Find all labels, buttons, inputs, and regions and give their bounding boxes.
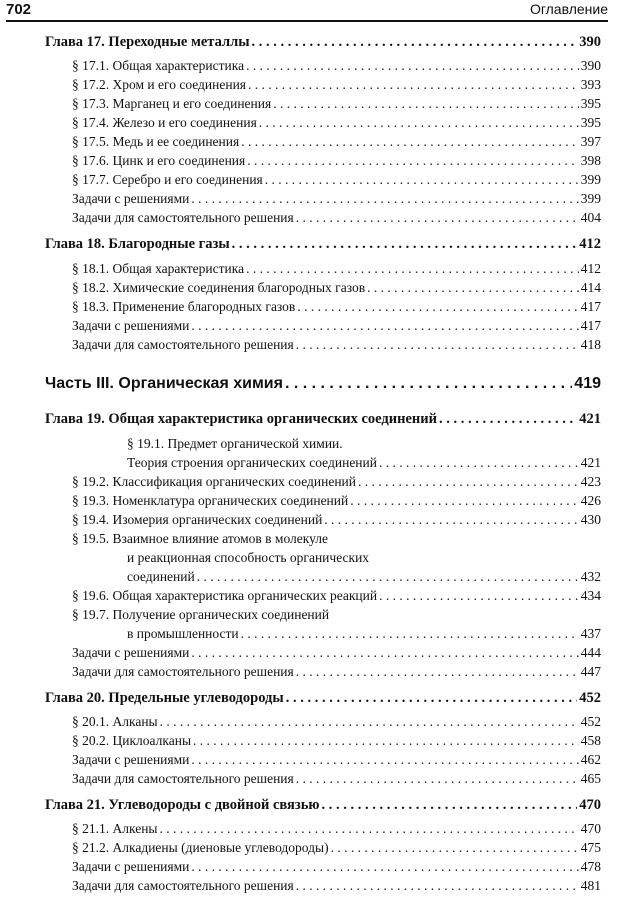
toc-part-3[interactable] — [45, 375, 601, 393]
toc-entry-20-problems-solved[interactable] — [72, 752, 601, 768]
leader-dots — [191, 645, 578, 661]
entry-title: § 17.1. Общая характеристика — [72, 58, 245, 73]
page-ref: 475 — [580, 840, 601, 855]
leader-dots — [160, 821, 579, 837]
page-ref: 478 — [580, 859, 601, 874]
page-ref: 393 — [580, 77, 601, 92]
leader-dots — [241, 626, 579, 642]
page-ref: 412 — [580, 261, 601, 276]
page-ref: 421 — [580, 455, 601, 470]
page-ref: 398 — [580, 153, 601, 168]
toc-entry-20-2[interactable] — [72, 733, 601, 749]
page-ref: 423 — [580, 474, 601, 489]
leader-dots — [358, 474, 579, 490]
page-ref: 395 — [580, 115, 601, 130]
entry-title: § 19.6. Общая характеристика органических реакций — [72, 588, 378, 603]
page-ref: 390 — [579, 34, 601, 50]
running-head-title: Оглавление — [529, 1, 608, 17]
entry-title: Задачи с решениями — [72, 752, 190, 767]
toc-entry-17-problems-self[interactable] — [72, 210, 601, 226]
leader-dots — [379, 455, 579, 471]
leader-dots — [439, 411, 577, 428]
toc-entry-19-1[interactable] — [127, 455, 601, 471]
leader-dots — [247, 153, 579, 169]
page-ref: 421 — [579, 411, 601, 427]
page-ref: 419 — [574, 375, 601, 392]
page-ref: 417 — [580, 299, 601, 314]
part-title: Часть III. Органическая химия — [45, 375, 283, 392]
leader-dots — [191, 191, 578, 207]
page-ref: 481 — [580, 878, 601, 893]
leader-dots — [232, 236, 578, 253]
page-ref: 399 — [580, 172, 601, 187]
leader-dots — [379, 588, 579, 604]
entry-title: § 19.2. Классификация органических соединений — [72, 474, 356, 489]
page-ref: 412 — [579, 236, 601, 252]
toc-chapter-19[interactable] — [45, 411, 601, 428]
entry-title: Задачи для самостоятельного решения — [72, 878, 294, 893]
page-ref: 395 — [580, 96, 601, 111]
page-ref: 432 — [580, 569, 601, 584]
leader-dots — [248, 77, 579, 93]
entry-title: § 17.4. Железо и его соединения — [72, 115, 257, 130]
toc-entry-19-4[interactable] — [72, 512, 601, 528]
toc-entry-19-problems-self[interactable] — [72, 664, 601, 680]
leader-dots — [191, 752, 578, 768]
page-number: 702 — [6, 1, 32, 18]
page-ref: 458 — [580, 733, 601, 748]
page-ref: 430 — [580, 512, 601, 527]
leader-dots — [285, 375, 572, 393]
chapter-title: Глава 21. Углеводороды с двойной связью — [45, 797, 320, 813]
toc-entry-17-6[interactable] — [72, 153, 601, 169]
toc-entry-17-problems-solved[interactable] — [72, 191, 601, 207]
entry-title: Задачи с решениями — [72, 318, 190, 333]
entry-title: § 20.1. Алканы — [72, 714, 158, 729]
leader-dots — [259, 115, 579, 131]
entry-title-continued: соединений — [127, 569, 195, 584]
page-ref: 470 — [579, 797, 601, 813]
toc-entry-19-5-line1[interactable]: § 19.5. Взаимное влияние атомов в молекуле — [72, 531, 329, 546]
entry-title: § 21.1. Алкены — [72, 821, 158, 836]
page-ref: 465 — [580, 771, 601, 786]
page-ref: 452 — [579, 690, 601, 706]
leader-dots — [191, 859, 578, 875]
entry-title: Задачи для самостоятельного решения — [72, 664, 294, 679]
toc-entry-21-1[interactable] — [72, 821, 601, 837]
page-ref: 470 — [580, 821, 601, 836]
toc-entry-17-5[interactable] — [72, 134, 601, 150]
entry-title: § 17.7. Серебро и его соединения — [72, 172, 263, 187]
page-ref: 444 — [580, 645, 601, 660]
entry-title: § 19.4. Изомерия органических соединений — [72, 512, 323, 527]
toc-entry-18-problems-solved[interactable] — [72, 318, 601, 334]
entry-title: Задачи для самостоятельного решения — [72, 337, 294, 352]
page-ref: 452 — [580, 714, 601, 729]
leader-dots — [331, 840, 579, 856]
page-ref: 434 — [580, 588, 601, 603]
toc-entry-20-1[interactable] — [72, 714, 601, 730]
toc-chapter-21[interactable] — [45, 797, 601, 814]
toc-chapter-17[interactable] — [45, 34, 601, 51]
entry-title: § 21.2. Алкадиены (диеновые углеводороды) — [72, 840, 329, 855]
toc-entry-18-1[interactable] — [72, 261, 601, 277]
leader-dots — [321, 797, 577, 814]
page-ref: 417 — [580, 318, 601, 333]
entry-title: § 17.3. Марганец и его соединения — [72, 96, 272, 111]
toc-entry-17-3[interactable] — [72, 96, 601, 112]
chapter-title: Глава 17. Переходные металлы — [45, 34, 250, 50]
toc-entry-19-7[interactable] — [127, 626, 601, 642]
leader-dots — [273, 96, 579, 112]
page-ref: 399 — [580, 191, 601, 206]
page-ref: 447 — [580, 664, 601, 679]
chapter-title: Глава 20. Предельные углеводороды — [45, 690, 284, 706]
toc-chapter-20[interactable] — [45, 690, 601, 707]
entry-title: Задачи для самостоятельного решения — [72, 771, 294, 786]
leader-dots — [246, 58, 579, 74]
toc-entry-19-5-line2: и реакционная способность органических — [127, 550, 370, 565]
toc-entry-20-problems-self[interactable] — [72, 771, 601, 787]
leader-dots — [296, 664, 579, 680]
toc-entry-19-problems-solved[interactable] — [72, 645, 601, 661]
toc-entry-18-problems-self[interactable] — [72, 337, 601, 353]
leader-dots — [252, 34, 578, 51]
leader-dots — [296, 771, 579, 787]
leader-dots — [197, 569, 579, 585]
leader-dots — [296, 210, 579, 226]
page-ref: 390 — [580, 58, 601, 73]
leader-dots — [160, 714, 579, 730]
entry-title: § 20.2. Циклоалканы — [72, 733, 192, 748]
entry-title: § 17.2. Хром и его соединения — [72, 77, 247, 92]
entry-title: § 18.2. Химические соединения благородных газов — [72, 280, 366, 295]
leader-dots — [367, 280, 579, 296]
toc-entry-19-6[interactable] — [72, 588, 601, 604]
toc-entry-17-4[interactable] — [72, 115, 601, 131]
toc-entry-19-3[interactable] — [72, 493, 601, 509]
leader-dots — [296, 878, 579, 894]
leader-dots — [297, 299, 578, 315]
chapter-title: Глава 18. Благородные газы — [45, 236, 230, 252]
toc-entry-19-1-line1[interactable]: § 19.1. Предмет органической химии. — [127, 436, 343, 451]
page-ref: 414 — [580, 280, 601, 295]
page-ref: 462 — [580, 752, 601, 767]
entry-title: Задачи с решениями — [72, 859, 190, 874]
entry-title: § 19.3. Номенклатура органических соединений — [72, 493, 349, 508]
page-ref: 426 — [580, 493, 601, 508]
leader-dots — [246, 261, 579, 277]
leader-dots — [296, 337, 579, 353]
leader-dots — [193, 733, 579, 749]
entry-title: § 17.5. Медь и ее соединения — [72, 134, 240, 149]
toc-entry-21-2[interactable] — [72, 840, 601, 856]
entry-title: Задачи с решениями — [72, 191, 190, 206]
leader-dots — [350, 493, 579, 509]
toc-entry-21-problems-self[interactable] — [72, 878, 601, 894]
leader-dots — [286, 690, 578, 707]
toc-entry-17-2[interactable] — [72, 77, 601, 93]
leader-dots — [191, 318, 578, 334]
entry-title: § 18.1. Общая характеристика — [72, 261, 245, 276]
toc-entry-17-7[interactable] — [72, 172, 601, 188]
entry-title: Задачи с решениями — [72, 645, 190, 660]
page-ref: 404 — [580, 210, 601, 225]
entry-title-continued: в промышленности — [127, 626, 239, 641]
toc-entry-17-1[interactable] — [72, 58, 601, 74]
toc-chapter-18[interactable] — [45, 236, 601, 253]
toc-entry-19-7-line1[interactable]: § 19.7. Получение органических соединений — [72, 607, 330, 622]
chapter-title: Глава 19. Общая характеристика органических соединений — [45, 411, 437, 427]
page-ref: 397 — [580, 134, 601, 149]
leader-dots — [324, 512, 578, 528]
entry-title: Задачи для самостоятельного решения — [72, 210, 294, 225]
toc-entry-19-2[interactable] — [72, 474, 601, 490]
toc-entry-19-5[interactable] — [127, 569, 601, 585]
page-ref: 437 — [580, 626, 601, 641]
page-ref: 418 — [580, 337, 601, 352]
leader-dots — [265, 172, 579, 188]
toc-entry-21-problems-solved[interactable] — [72, 859, 601, 875]
toc-entry-18-3[interactable] — [72, 299, 601, 315]
entry-title: § 17.6. Цинк и его соединения — [72, 153, 246, 168]
entry-title-continued: Теория строения органических соединений — [127, 455, 377, 470]
leader-dots — [241, 134, 579, 150]
toc-entry-18-2[interactable] — [72, 280, 601, 296]
entry-title: § 18.3. Применение благородных газов — [72, 299, 296, 314]
